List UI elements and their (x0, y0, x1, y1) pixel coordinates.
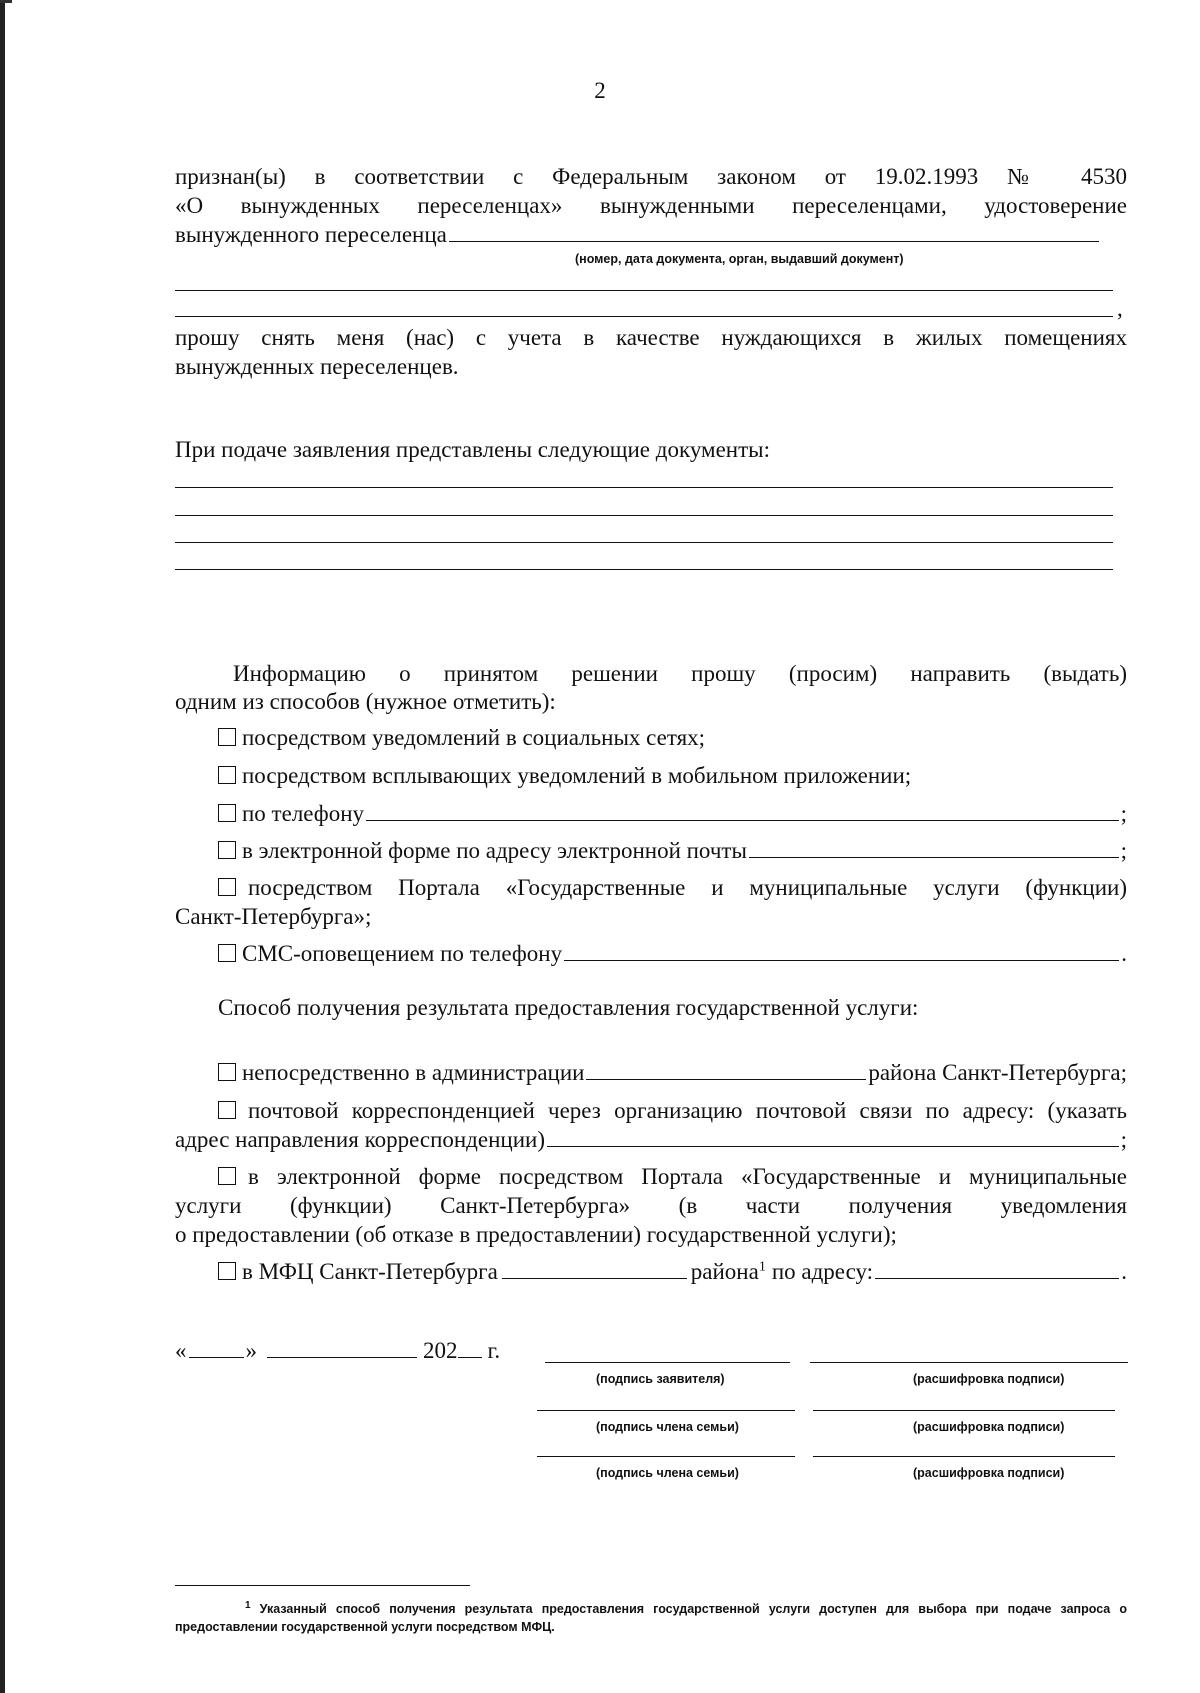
footnote-separator (175, 1585, 470, 1586)
para2-line2: вынужденных переселенцев. (175, 354, 459, 379)
family1-signature-caption: (подпись члена семьи) (596, 1420, 739, 1434)
result-eportal[interactable] (218, 1164, 1127, 1190)
checkbox-post[interactable] (218, 1101, 236, 1119)
family2-signature-caption: (подпись члена семьи) (596, 1466, 739, 1480)
option-push[interactable] (218, 763, 1127, 789)
month-field[interactable] (267, 1356, 417, 1358)
footnote (175, 1600, 1127, 1636)
date-year: 202 (423, 1338, 458, 1363)
option-social-label: посредством уведомлений в социальных сетях; (242, 725, 706, 750)
period: . (1121, 941, 1127, 966)
scan-edge-top (0, 0, 12, 3)
result-mfc[interactable] (218, 1259, 1127, 1285)
certificate-field[interactable] (449, 240, 1099, 242)
checkbox-admin[interactable] (218, 1063, 236, 1081)
family1-decode-line[interactable] (813, 1410, 1115, 1411)
semicolon: ; (1120, 801, 1127, 826)
option-email-label: в электронной форме по адресу электронной почты (242, 838, 747, 863)
result-mfc-district (691, 1259, 766, 1285)
footnote-ref: 1 (758, 1259, 766, 1275)
option-social[interactable] (218, 725, 1127, 751)
documents-heading: При подаче заявления представлены следующие документы: (175, 437, 770, 462)
checkbox-eportal[interactable] (218, 1167, 236, 1185)
option-push-label: посредством всплывающих уведомлений в мобильном приложении; (242, 763, 912, 788)
option-phone[interactable] (218, 801, 1127, 827)
result-admin-label: непосредственно в администрации (242, 1060, 585, 1085)
result-eportal-line3: о предоставлении (об отказе в предоставлении) государственной услуги); (175, 1222, 897, 1247)
info-line1: Информацию о принятом решении прошу (просим) направить (выдать) (233, 661, 1127, 686)
checkbox-email[interactable] (218, 841, 236, 859)
sms-phone-field[interactable] (564, 959, 1119, 961)
email-field[interactable] (749, 856, 1119, 858)
option-portal-line1: посредством Портала «Государственные и муниципальные услуги (функции) (248, 875, 1127, 900)
checkbox-sms[interactable] (218, 944, 236, 962)
applicant-decode-line[interactable] (810, 1362, 1128, 1363)
checkbox-phone[interactable] (218, 804, 236, 822)
page-number: 2 (594, 78, 606, 103)
documents-line-3[interactable] (175, 542, 1113, 543)
checkbox-portal[interactable] (218, 878, 236, 896)
result-post[interactable] (218, 1098, 1127, 1124)
para2-line1: прошу снять меня (нас) с учета в качестве нуждающихся в жилых помещениях (175, 325, 1127, 350)
result-post-line2-row (175, 1127, 1127, 1153)
result-heading: Способ получения результата предоставления государственной услуги: (218, 995, 919, 1020)
checkbox-social[interactable] (218, 728, 236, 746)
result-mfc-label: в МФЦ Санкт-Петербурга (242, 1259, 498, 1284)
option-sms[interactable] (218, 941, 1127, 967)
applicant-decode-caption: (расшифровка подписи) (913, 1372, 1065, 1386)
option-phone-label: по телефону (242, 801, 364, 826)
result-post-line1: почтовой корреспонденцией через организацию почтовой связи по адресу: (указать (248, 1098, 1127, 1123)
para1-line2: «О вынужденных переселенцах» вынужденными переселенцами, удостоверение (175, 193, 1127, 218)
option-sms-label: СМС-оповещением по телефону (242, 941, 563, 966)
family1-decode-caption: (расшифровка подписи) (913, 1420, 1065, 1434)
certificate-line-3[interactable] (175, 316, 1113, 317)
date-close-quote: » (245, 1338, 257, 1363)
option-email[interactable] (218, 838, 1127, 864)
scan-edge (0, 0, 5, 1693)
certificate-line-2[interactable] (175, 290, 1113, 291)
footnote-marker: 1 (245, 1599, 251, 1611)
documents-line-4[interactable] (175, 569, 1113, 570)
option-portal-line2: Санкт-Петербурга»; (175, 904, 372, 929)
para1-line3-prefix: вынужденного переселенца (175, 222, 447, 247)
comma: , (1117, 296, 1123, 321)
footnote-text: Указанный способ получения результата предоставления государственной услуги доступен для выбора при подаче запроса о предоставлении государственной услуги посредством МФЦ. (175, 1602, 1127, 1634)
family2-decode-line[interactable] (813, 1456, 1115, 1457)
checkbox-push[interactable] (218, 766, 236, 784)
mfc-address-field[interactable] (875, 1277, 1119, 1279)
family2-signature-line[interactable] (537, 1456, 795, 1457)
date-g: г. (487, 1338, 501, 1363)
semicolon: ; (1120, 1127, 1127, 1152)
result-admin[interactable] (218, 1060, 1127, 1086)
day-field[interactable] (189, 1356, 244, 1358)
result-mfc-suffix: по адресу: (771, 1259, 874, 1284)
result-eportal-line2: услуги (функции) Санкт-Петербурга» (в части получения уведомления (175, 1193, 1127, 1218)
post-address-field[interactable] (547, 1145, 1119, 1147)
para1-line1: признан(ы) в соответствии с Федеральным законом от 19.02.1993 № 4530 (175, 164, 1127, 189)
checkbox-mfc[interactable] (218, 1262, 236, 1280)
documents-line-2[interactable] (175, 515, 1113, 516)
result-post-line2: адрес направления корреспонденции) (175, 1127, 545, 1152)
para1-line3 (175, 222, 1127, 248)
year-suffix-field[interactable] (458, 1356, 482, 1358)
date-row (175, 1338, 535, 1364)
certificate-caption: (номер, дата документа, орган, выдавший документ) (575, 252, 904, 266)
documents-line-1[interactable] (175, 487, 1113, 488)
date-open-quote: « (175, 1338, 187, 1363)
admin-district-field[interactable] (586, 1078, 866, 1080)
info-line2: одним из способов (нужное отметить): (175, 689, 556, 714)
phone-field[interactable] (366, 819, 1119, 821)
option-portal[interactable] (218, 875, 1127, 901)
semicolon: ; (1120, 838, 1127, 863)
mfc-district-word: района (690, 1259, 759, 1284)
applicant-signature-caption: (подпись заявителя) (596, 1372, 725, 1386)
result-eportal-line1: в электронной форме посредством Портала «Государственные и муниципальные (248, 1164, 1127, 1189)
family1-signature-line[interactable] (537, 1410, 795, 1411)
result-admin-suffix: района Санкт-Петербурга; (868, 1060, 1127, 1085)
family2-decode-caption: (расшифровка подписи) (913, 1466, 1065, 1480)
period: . (1121, 1259, 1127, 1284)
applicant-signature-line[interactable] (545, 1362, 790, 1363)
mfc-district-field[interactable] (502, 1277, 687, 1279)
